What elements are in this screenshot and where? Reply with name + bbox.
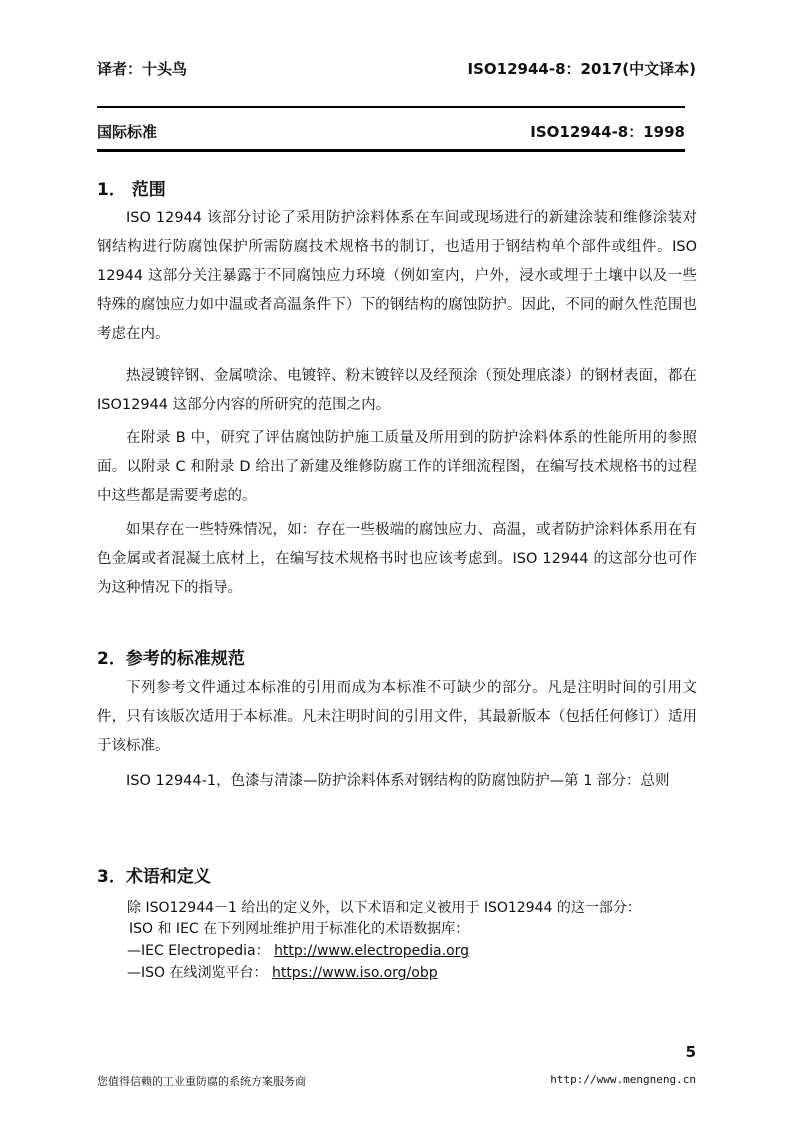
paragraph: 下列参考文件通过本标准的引用而成为本标准不可缺少的部分。凡是注明时间的引用文件，只有该版次适用于本标准。凡未注明时间的引用文件，其最新版本（包括任何修订）适用于该标准。 <box>97 680 697 754</box>
translator-label: 译者：十头鸟 <box>97 60 188 78</box>
paragraph: ISO 12944 该部分讨论了采用防护涂料体系在车间或现场进行的新建涂装和维修涂装对钢结构进行防腐蚀保护所需防腐技术规格书的制订，也适用于钢结构单个部件或组件。ISO 12944 这部分关注暴露于不同腐蚀应力环境（例如室内，户外，浸水或埋于土壤中以及一些特殊的腐蚀应力如中温或者高温条件下）下的钢结构的腐蚀防护。因此，不同的耐久性范围也考虑在内。 <box>97 210 697 342</box>
link-row-iso <box>127 962 438 982</box>
link-row-iec <box>127 940 469 960</box>
terms-line: ISO 和 IEC 在下列网址维护用于标准化的术语数据库： <box>129 921 470 937</box>
electropedia-link[interactable]: http://www.electropedia.org <box>274 943 470 959</box>
doc-code: ISO12944-8：2017(中文译本) <box>467 60 696 78</box>
header-rule-top <box>97 106 685 108</box>
footer-slogan: 您值得信赖的工业重防腐的系统方案服务商 <box>97 1075 306 1088</box>
header-rule-bottom <box>97 149 685 152</box>
link-prefix: —IEC Electropedia： <box>127 943 270 959</box>
paragraph: ISO 12944-1，色漆与清漆—防护涂料体系对钢结构的防腐蚀防护—第 1 部分：总则 <box>126 773 670 789</box>
link-prefix: —ISO 在线浏览平台： <box>127 965 268 981</box>
section-title-references: 2．参考的标准规范 <box>97 649 245 669</box>
footer-url[interactable]: http://www.mengneng.cn <box>550 1073 696 1086</box>
section-title-scope: 1． 范围 <box>97 180 166 200</box>
category-label: 国际标准 <box>97 123 158 141</box>
paragraph: 热浸镀锌钢、金属喷涂、电镀锌、粉末镀锌以及经预涂（预处理底漆）的钢材表面，都在 ISO12944 这部分内容的所研究的范围之内。 <box>97 368 697 413</box>
terms-line: 除 ISO12944－1 给出的定义外，以下术语和定义被用于 ISO12944 的这一部分： <box>127 900 641 916</box>
paragraph: 在附录 B 中，研究了评估腐蚀防护施工质量及所用到的防护涂料体系的性能所用的参照面。以附录 C 和附录 D 给出了新建及维修防腐工作的详细流程图，在编写技术规格书的过程中这些都是需要考虑的。 <box>97 430 697 504</box>
section-title-terms: 3．术语和定义 <box>97 867 211 887</box>
standard-code: ISO12944-8：1998 <box>530 123 685 141</box>
paragraph: 如果存在一些特殊情况，如：存在一些极端的腐蚀应力、高温，或者防护涂料体系用在有色金属或者混凝土底材上，在编写技术规格书时也应该考虑到。ISO 12944 的这部分也可作为这种情况下的指导。 <box>97 522 697 596</box>
page-number: 5 <box>685 1043 696 1061</box>
iso-obp-link[interactable]: https://www.iso.org/obp <box>271 965 438 981</box>
